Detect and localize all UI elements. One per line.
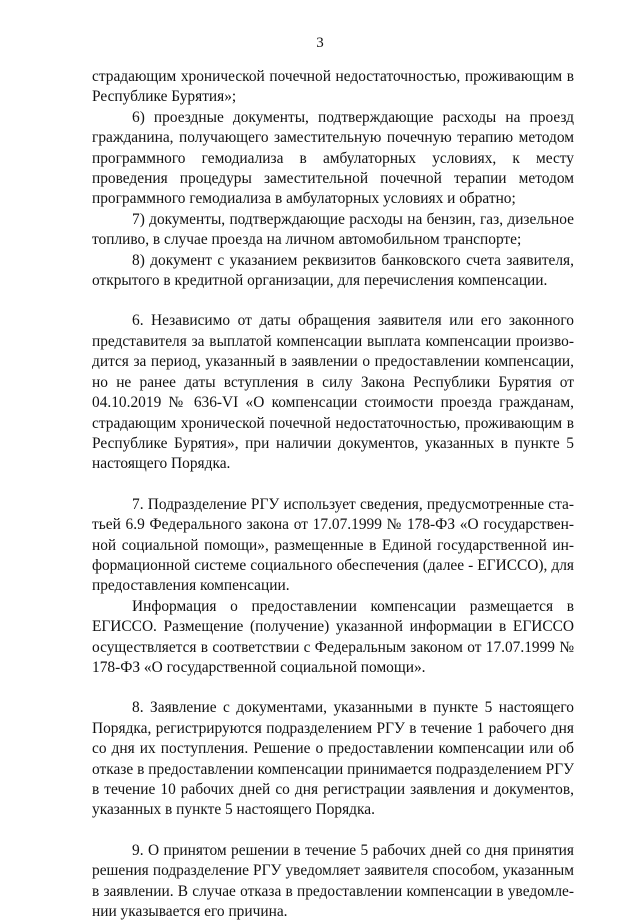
paragraph-6: 6. Независимо от даты обращения заявителя или его законного представителя за выплатой компенсации выплата компенсации производится за период, указанный в заявлении о предоставлении компенсации, но не ранее даты вступления в силу Закона Республики Бурятия от 04.10.2019 № 636-VI «О компенсации стоимости проезда гражданам, страдающим хронической почечной недостаточностью, проживающим в Республике Бурятия», при наличии документов, указанных в пункте 5 настоящего Порядка. — [92, 312, 574, 473]
paragraph-5-item-8: 8) документ с указанием реквизитов банковского счета заявителя, открытого в кредитной организации, для перечисления компенсации. — [92, 251, 574, 290]
paragraph-7-egisso-info: Информация о предоставлении компенсации размещается в ЕГИССО. Размещение (получение) указанной информации в ЕГИССО осуществляется в соответствии с Федеральным законом от 17.07.1999 № 178-ФЗ «О государственной социальной помощи». — [92, 597, 574, 676]
paragraph-5-item-5-continuation: страдающим хронической почечной недостаточностью, проживающим в Республике Бурятия»; — [92, 68, 574, 106]
page-number: 3 — [316, 35, 324, 51]
paragraph-9: 9. О принятом решении в течение 5 рабочих дней со дня принятия решения подразделение РГУ уведомляет заявителя способом, указанным в заявлении. В случае отказа в предоставлении компенсации в уведомлении указывается его причина. — [92, 841, 574, 921]
document-body — [92, 67, 574, 922]
paragraph-8: 8. Заявление с документами, указанными в пункте 5 настоящего Порядка, регистрируются подразделением РГУ в течение 1 рабочего дня со дня их поступления. Решение о предоставлении компенсации или об отказе в предоставлении компенсации принимается подразделением РГУ в течение 10 рабочих дней со дня регистрации заявления и документов, указанных в пункте 5 настоящего Порядка. — [92, 699, 574, 819]
paragraph-7: 7. Подразделение РГУ использует сведения, предусмотренные статьей 6.9 Федерального закона от 17.07.1999 № 178-ФЗ «О государственной социальной помощи», размещенные в Единой государственной информационной системе социального обеспечения (далее - ЕГИССО), для предоставления компенсации. — [92, 495, 574, 595]
paragraph-5-item-6: 6) проездные документы, подтверждающие расходы на проезд гражданина, получающего заместительную почечную терапию методом программного гемодиализа в амбулаторных условиях, к месту проведения процедуры заместительной почечной терапии методом программного гемодиализа в амбулаторных условиях и обратно; — [92, 108, 574, 208]
paragraph-5-item-7: 7) документы, подтверждающие расходы на бензин, газ, дизельное топливо, в случае проезда на личном автомобильном транспорте; — [92, 210, 574, 249]
